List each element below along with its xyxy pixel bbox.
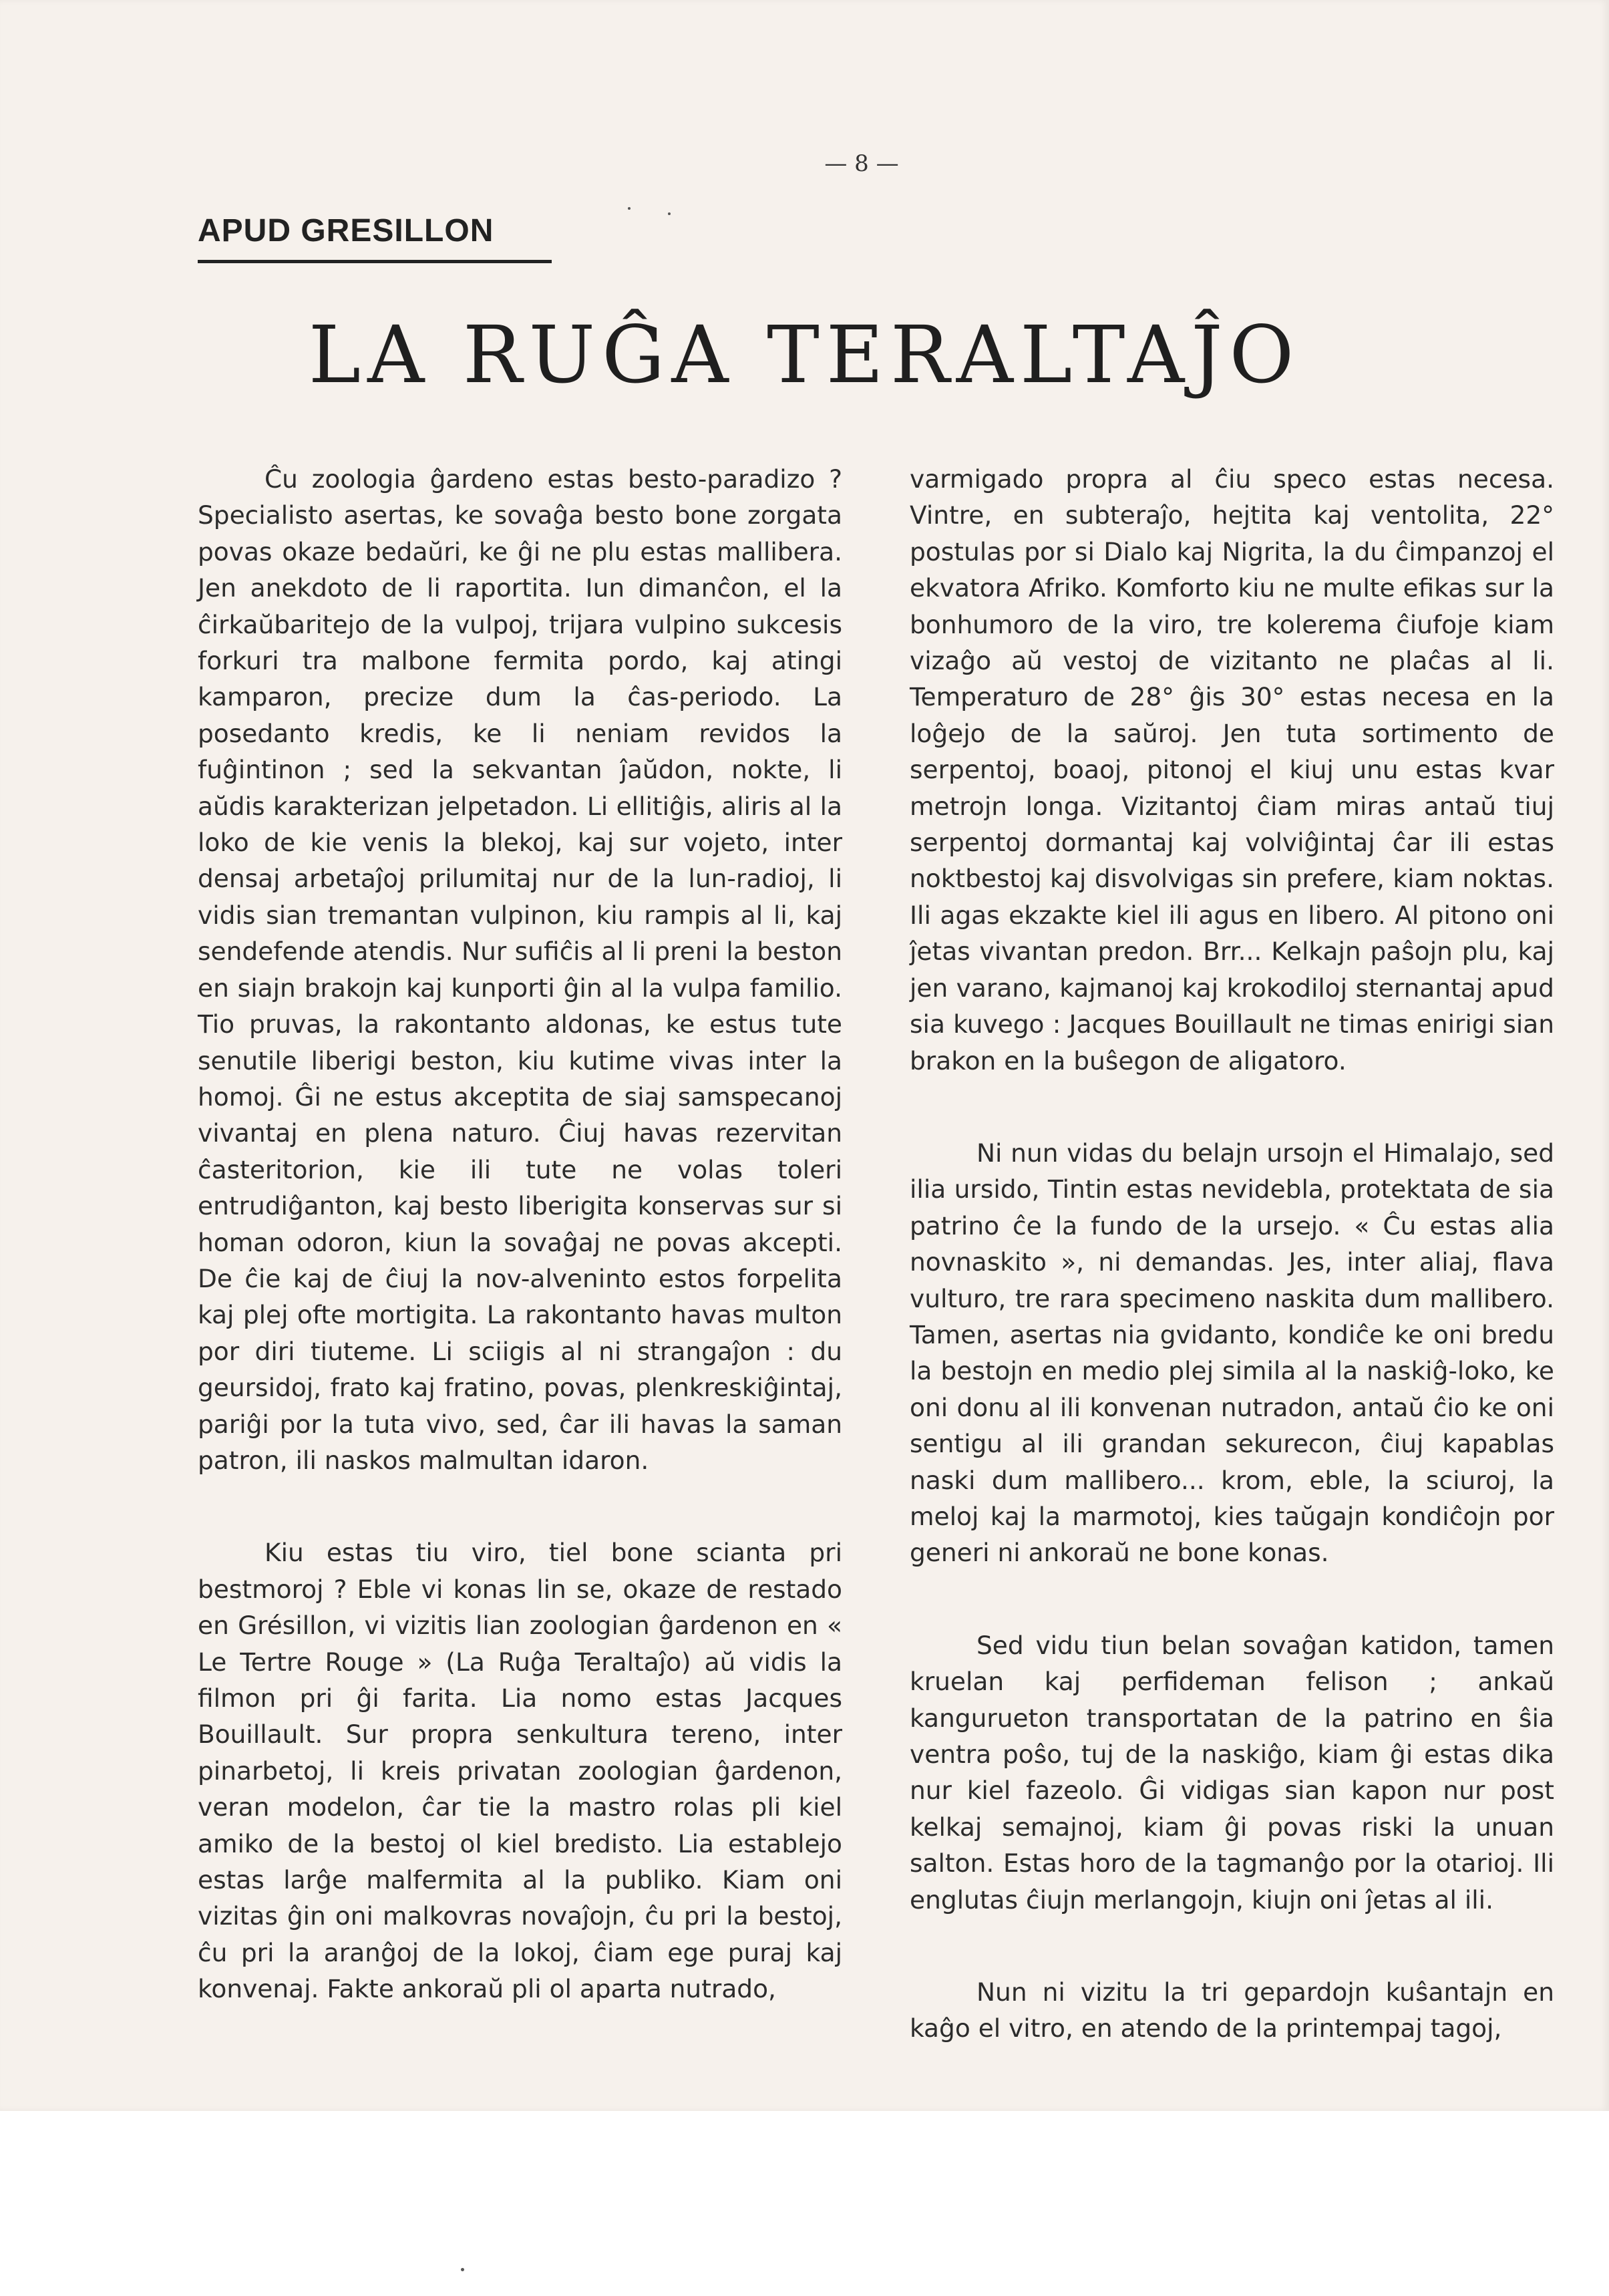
article-title: LA RUĜA TERALTAĴO bbox=[308, 309, 1301, 401]
paragraph: varmigado propra al ĉiu speco estas necesa. Vintre, en subteraĵo, hejtita kaj ventolita, 22° postulas por si Dialo kaj Nigrita, la du ĉimpanzoj el ekvatora Afriko. Komforto kiu ne multe efikas sur la bonhumoro de la viro, tre kolerema ĉiufoje kiam vizaĝo aŭ vestoj de vizitanto ne plaĉas al li. Temperaturo de 28° ĝis 30° estas necesa en la loĝejo de la saŭroj. Jen tuta sortimento de serpentoj, boaoj, pitonoj el kiuj unu estas kvar metrojn longa. Vizitantoj ĉiam miras antaŭ tiuj serpentoj dormantaj kaj volviĝintaj ĉar ili estas noktbestoj kaj disvolvigas sin prefere, kiam noktas. Ili agas ekzakte kiel ili agus en libero. Al pitono oni ĵetas vivantan predon. Brr... Kelkajn paŝojn plu, kaj jen varano, kajmanoj kaj krokodiloj sternantaj apud sia kuvego : Jacques Bouillault ne timas enirigi sian brakon en la buŝegon de aligatoro. bbox=[910, 464, 1554, 1076]
dust-speck bbox=[628, 207, 631, 210]
dust-speck bbox=[461, 2268, 464, 2271]
byline: APUD GRESILLON bbox=[198, 213, 494, 249]
paragraph: Nun ni vizitu la tri gepardojn kuŝantajn en kaĝo el vitro, en atendo de la printempaj tagoj, bbox=[910, 1977, 1554, 2043]
left-column bbox=[198, 461, 842, 2007]
scan-background bbox=[0, 2111, 1609, 2296]
paragraph: Ĉu zoologia ĝardeno estas besto-paradizo ? Specialisto asertas, ke sovaĝa besto bone zorgata povas okaze bedaŭri, ke ĝi ne plu estas mallibera. Jen anekdoto de li raportita. Iun dimanĉon, el la ĉirkaŭbaritejo de la vulpoj, trijara vulpino sukcesis forkuri tra malbone fermita pordo, kaj atingi kamparon, precize dum la ĉas-periodo. La posedanto kredis, ke li neniam revidos la fuĝintinon ; sed la sekvantan ĵaŭdon, nokte, li aŭdis karakterizan jelpetadon. Li ellitiĝis, aliris al la loko de kie venis la blekoj, kaj sur vojeto, inter densaj arbetaĵoj prilumitaj nur de la lun-radioj, li vidis sian tremantan vulpinon, kiu rampis al li, kaj sendefende atendis. Nur sufiĉis al li preni la beston en siajn brakojn kaj kunporti ĝin al la vulpa familio. Tio pruvas, la rakontanto aldonas, ke estus tute senutile liberigi beston, kiu kutime vivas inter la homoj. Ĝi ne estus akceptita de siaj samspecanoj vivantaj en plena naturo. Ĉiuj havas rezervitan ĉasteritorion, kie ili tute ne volas toleri entrudiĝanton, kaj besto liberigita konservas sur si homan odoron, kiun la sovaĝaj ne povas akcepti. De ĉie kaj de ĉiuj la nov-alveninto estos forpelita kaj plej ofte mortigita. La rakontanto havas multon por diri tiuteme. Li sciigis al ni strangaĵon : du geursidoj, frato kaj fratino, povas, plenkreskiĝintaj, pariĝi por la tuta vivo, sed, ĉar ili havas la saman patron, ili naskos malmultan idaron. bbox=[198, 464, 842, 1475]
page-number: — 8 — bbox=[824, 150, 899, 177]
paragraph: Sed vidu tiun belan sovaĝan katidon, tamen kruelan kaj perfideman felison ; ankaŭ kangurueton transportatan de la patrino en ŝia ventra poŝo, tuj de la naskiĝo, kiam ĝi estas dika nur kiel fazeolo. Ĝi vidigas sian kapon nur post kelkaj semajnoj, kiam ĝi povas riski la unuan salton. Estas horo de la tagmanĝo por la otarioj. Ili englutas ĉiujn merlangojn, kiujn oni ĵetas al ili. bbox=[910, 1630, 1554, 1915]
right-column bbox=[910, 461, 1554, 2047]
paragraph: Ni nun vidas du belajn ursojn el Himalajo, sed ilia ursido, Tintin estas nevidebla, protektata de sia patrino ĉe la fundo de la ursejo. « Ĉu estas alia novnaskito », ni demandas. Jes, inter aliaj, flava vulturo, tre rara specimeno naskita dum mallibero. Tamen, asertas nia gvidanto, kondiĉe ke oni bredu la bestojn en medio plej simila al la naskiĝ-loko, ke oni donu al ili konvenan nutradon, antaŭ ĉio ke oni sentigu al ili grandan sekurecon, ĉiuj kapablas naski dum mallibero... krom, eble, la sciuroj, la meloj kaj la marmotoj, kies taŭgajn kondiĉojn por generi ni ankoraŭ ne bone konas. bbox=[910, 1138, 1554, 1568]
paragraph: Kiu estas tiu viro, tiel bone scianta pri bestmoroj ? Eble vi konas lin se, okaze de restado en Grésillon, vi vizitis lian zoologian ĝardenon en « Le Tertre Rouge » (La Ruĝa Teraltaĵo) aŭ vidis la filmon pri ĝi farita. Lia nomo estas Jacques Bouillault. Sur propra senkultura tereno, inter pinarbetoj, li kreis privatan zoologian ĝardenon, veran modelon, ĉar tie la mastro rolas pli kiel amiko de la bestoj ol kiel bredisto. Lia establejo estas larĝe malfermita al la publiko. Kiam oni vizitas ĝin oni malkovras novaĵojn, ĉu pri la bestoj, ĉu pri la aranĝoj de la lokoj, ĉiam ege puraj kaj konvenaj. Fakte ankoraŭ pli ol aparta nutrado, bbox=[198, 1538, 842, 2004]
dust-speck bbox=[668, 212, 671, 215]
byline-underline bbox=[198, 260, 552, 263]
